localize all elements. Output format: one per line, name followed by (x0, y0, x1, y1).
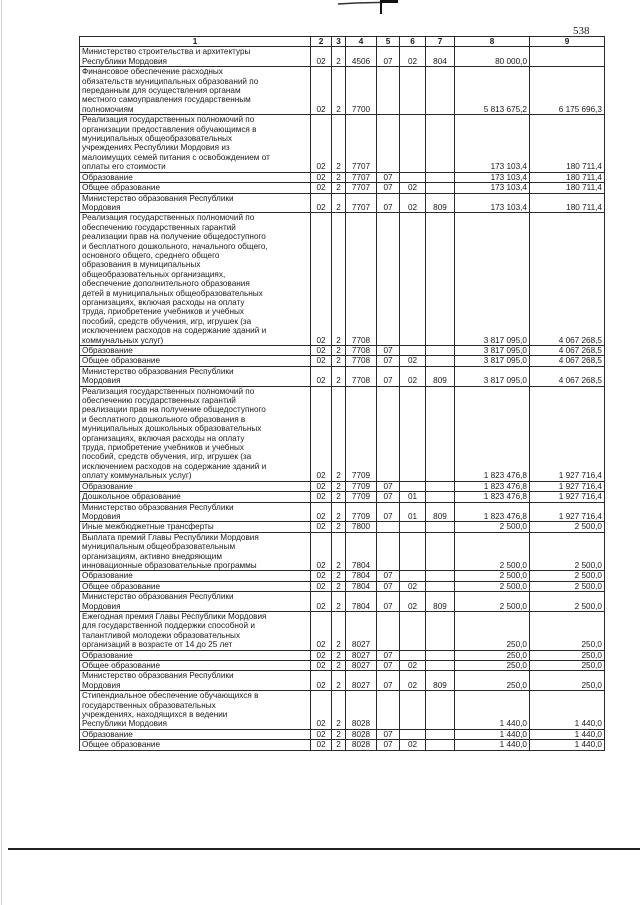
code-cell: 2 (332, 492, 346, 502)
code-cell (377, 691, 400, 730)
code-cell: 07 (377, 172, 400, 182)
row-name-cell: Дошкольное образование (80, 492, 311, 502)
amount-cell: 3 817 095,0 (455, 366, 530, 386)
amount-cell: 250,0 (455, 661, 530, 671)
amount-cell: 250,0 (455, 671, 530, 691)
code-cell (426, 650, 455, 660)
code-cell: 02 (311, 366, 332, 386)
code-cell: 02 (311, 522, 332, 532)
table-row (80, 386, 605, 481)
code-cell: 2 (332, 366, 346, 386)
code-cell: 02 (400, 581, 426, 591)
code-cell: 2 (332, 346, 346, 356)
code-cell: 2 (332, 213, 346, 346)
code-cell: 02 (311, 356, 332, 366)
row-name-cell: Общее образование (80, 740, 311, 750)
code-cell (400, 611, 426, 650)
code-cell (377, 213, 400, 346)
code-cell: 02 (311, 67, 332, 115)
row-name-cell: Финансовое обеспечение расходных обязательств муниципальных образований по переданным для осуществления органам местного самоуправления государственным полномочиям (80, 67, 311, 115)
amount-cell: 4 067 268,5 (530, 356, 605, 366)
code-cell: 02 (311, 346, 332, 356)
code-cell: 07 (377, 183, 400, 193)
amount-cell: 2 500,0 (530, 581, 605, 591)
code-cell: 02 (400, 671, 426, 691)
row-name-cell: Министерство образования Республики Мордовия (80, 366, 311, 386)
code-cell: 7708 (346, 213, 377, 346)
code-cell: 8027 (346, 611, 377, 650)
table-row (80, 183, 605, 193)
amount-cell: 180 711,4 (530, 193, 605, 213)
code-cell: 7804 (346, 581, 377, 591)
amount-cell: 3 817 095,0 (455, 213, 530, 346)
code-cell (426, 115, 455, 172)
page-number: 538 (573, 25, 590, 37)
row-name-cell: Реализация государственных полномочий по обеспечению государственных гарантий реализации прав на получение общедоступного и бесплатного дошкольного, начального общего, основного общего, среднего общего образования в муниципальных общеобразовательных организациях, обеспечение дополнительного образования детей в муниципальных общеобразовательных организациях, включая расходы на оплату труда, приобретение учебников и учебных пособий, средств обучения, игр, игрушек (за исключением расходов на содержание зданий и коммунальных услуг) (80, 213, 311, 346)
row-name-cell: Общее образование (80, 356, 311, 366)
code-cell: 02 (311, 571, 332, 581)
code-cell: 7707 (346, 193, 377, 213)
code-cell: 2 (332, 386, 346, 481)
code-cell: 7708 (346, 346, 377, 356)
code-cell: 07 (377, 346, 400, 356)
code-cell: 8027 (346, 650, 377, 660)
code-cell: 07 (377, 592, 400, 612)
amount-cell: 173 103,4 (455, 183, 530, 193)
code-cell (377, 115, 400, 172)
amount-cell: 3 817 095,0 (455, 356, 530, 366)
code-cell: 2 (332, 193, 346, 213)
amount-cell: 2 500,0 (455, 532, 530, 571)
code-cell: 2 (332, 522, 346, 532)
header-cell: 7 (426, 37, 455, 47)
code-cell (426, 532, 455, 571)
code-cell (426, 691, 455, 730)
code-cell: 8028 (346, 740, 377, 750)
amount-cell: 1 927 716,4 (530, 386, 605, 481)
code-cell (377, 532, 400, 571)
code-cell (400, 386, 426, 481)
table-row (80, 492, 605, 502)
table-row (80, 740, 605, 750)
code-cell: 02 (400, 183, 426, 193)
amount-cell: 2 500,0 (530, 522, 605, 532)
code-cell: 02 (311, 172, 332, 182)
code-cell: 804 (426, 47, 455, 67)
row-name-cell: Образование (80, 571, 311, 581)
code-cell: 02 (311, 213, 332, 346)
row-name-cell: Общее образование (80, 183, 311, 193)
amount-cell: 1 440,0 (455, 691, 530, 730)
code-cell: 2 (332, 172, 346, 182)
code-cell: 7709 (346, 481, 377, 491)
code-cell: 02 (311, 740, 332, 750)
code-cell: 02 (311, 386, 332, 481)
code-cell: 2 (332, 581, 346, 591)
table-row (80, 650, 605, 660)
row-name-cell: Общее образование (80, 581, 311, 591)
amount-cell: 250,0 (530, 671, 605, 691)
code-cell: 07 (377, 47, 400, 67)
amount-cell: 2 500,0 (530, 592, 605, 612)
amount-cell: 2 500,0 (530, 571, 605, 581)
code-cell (426, 522, 455, 532)
row-name-cell: Образование (80, 729, 311, 739)
amount-cell: 250,0 (455, 650, 530, 660)
row-name-cell: Министерство образования Республики Мордовия (80, 193, 311, 213)
code-cell (400, 213, 426, 346)
code-cell: 809 (426, 193, 455, 213)
code-cell: 07 (377, 671, 400, 691)
code-cell: 02 (311, 650, 332, 660)
amount-cell (530, 47, 605, 67)
amount-cell: 1 927 716,4 (530, 481, 605, 491)
code-cell (426, 611, 455, 650)
code-cell: 07 (377, 193, 400, 213)
code-cell: 01 (400, 492, 426, 502)
amount-cell: 250,0 (530, 650, 605, 660)
code-cell: 07 (377, 581, 400, 591)
table-header-row (80, 37, 605, 47)
table-row (80, 346, 605, 356)
amount-cell: 180 711,4 (530, 172, 605, 182)
code-cell: 02 (311, 183, 332, 193)
table-row (80, 366, 605, 386)
code-cell: 7709 (346, 502, 377, 522)
code-cell (426, 729, 455, 739)
code-cell: 07 (377, 571, 400, 581)
row-name-cell: Выплата премий Главы Республики Мордовия муниципальным общеобразовательным организациям, активно внедряющим инновационные образовательные программы (80, 532, 311, 571)
code-cell: 809 (426, 592, 455, 612)
code-cell (400, 115, 426, 172)
code-cell: 02 (400, 740, 426, 750)
table-row (80, 661, 605, 671)
row-name-cell: Министерство строительства и архитектуры Республики Мордовия (80, 47, 311, 67)
amount-cell: 1 927 716,4 (530, 492, 605, 502)
code-cell: 2 (332, 67, 346, 115)
amount-cell: 6 175 696,3 (530, 67, 605, 115)
code-cell: 02 (311, 502, 332, 522)
code-cell: 8028 (346, 691, 377, 730)
code-cell: 02 (311, 481, 332, 491)
code-cell: 07 (377, 356, 400, 366)
scan-edge (1, 0, 2, 905)
code-cell (400, 172, 426, 182)
code-cell: 01 (400, 502, 426, 522)
code-cell (400, 532, 426, 571)
table-row (80, 356, 605, 366)
code-cell: 02 (311, 729, 332, 739)
code-cell (377, 611, 400, 650)
code-cell: 2 (332, 532, 346, 571)
amount-cell: 2 500,0 (455, 592, 530, 612)
code-cell (377, 522, 400, 532)
table-row (80, 611, 605, 650)
amount-cell: 1 440,0 (530, 740, 605, 750)
code-cell: 2 (332, 729, 346, 739)
code-cell: 02 (311, 115, 332, 172)
amount-cell: 180 711,4 (530, 183, 605, 193)
code-cell: 8027 (346, 671, 377, 691)
amount-cell: 250,0 (530, 661, 605, 671)
amount-cell: 2 500,0 (455, 581, 530, 591)
code-cell (400, 481, 426, 491)
code-cell: 7709 (346, 386, 377, 481)
table-row (80, 522, 605, 532)
header-cell: 1 (80, 37, 311, 47)
code-cell: 02 (400, 661, 426, 671)
code-cell: 02 (400, 193, 426, 213)
code-cell: 2 (332, 481, 346, 491)
row-name-cell: Министерство образования Республики Мордовия (80, 502, 311, 522)
row-name-cell: Образование (80, 650, 311, 660)
table-body (80, 47, 605, 750)
table-row (80, 193, 605, 213)
code-cell (400, 729, 426, 739)
header-cell: 2 (311, 37, 332, 47)
code-cell: 2 (332, 661, 346, 671)
code-cell (426, 67, 455, 115)
code-cell (426, 481, 455, 491)
code-cell (400, 67, 426, 115)
code-cell: 2 (332, 502, 346, 522)
amount-cell: 1 823 476,8 (455, 386, 530, 481)
code-cell (377, 386, 400, 481)
row-name-cell: Реализация государственных полномочий по обеспечению государственных гарантий реализации прав на получение общедоступного и бесплатного дошкольного образования в муниципальных дошкольных образовательных организациях, включая расходы на оплату труда, приобретение учебников и учебных пособий, средств обучения, игр, игрушек (за исключением расходов на содержание зданий и оплату коммунальных услуг) (80, 386, 311, 481)
code-cell (377, 67, 400, 115)
table-row (80, 172, 605, 182)
code-cell: 7707 (346, 172, 377, 182)
code-cell (400, 691, 426, 730)
table-row (80, 671, 605, 691)
amount-cell: 1 823 476,8 (455, 481, 530, 491)
code-cell: 8027 (346, 661, 377, 671)
code-cell: 02 (311, 193, 332, 213)
code-cell: 07 (377, 729, 400, 739)
code-cell: 07 (377, 366, 400, 386)
code-cell: 02 (311, 532, 332, 571)
row-name-cell: Реализация государственных полномочий по организации предоставления обучающимся в муниципальных общеобразовательных учреждениях Республики Мордовия из малоимущих семей питания с освобождением от оплаты его стоимости (80, 115, 311, 172)
code-cell (426, 183, 455, 193)
code-cell (426, 172, 455, 182)
code-cell (426, 661, 455, 671)
code-cell: 02 (311, 691, 332, 730)
row-name-cell: Ежегодная премия Главы Республики Мордовия для государственной поддержки способной и талантливой молодежи образовательных организаций в возрасте от 14 до 25 лет (80, 611, 311, 650)
amount-cell: 1 440,0 (530, 691, 605, 730)
code-cell: 02 (400, 47, 426, 67)
code-cell (400, 346, 426, 356)
amount-cell: 2 500,0 (455, 522, 530, 532)
code-cell: 02 (311, 671, 332, 691)
row-name-cell: Образование (80, 481, 311, 491)
footer-rule (8, 848, 640, 850)
row-name-cell: Министерство образования Республики Мордовия (80, 671, 311, 691)
header-cell: 6 (400, 37, 426, 47)
code-cell: 02 (400, 366, 426, 386)
code-cell: 8028 (346, 729, 377, 739)
amount-cell: 1 823 476,8 (455, 502, 530, 522)
code-cell: 7804 (346, 592, 377, 612)
table-row (80, 67, 605, 115)
code-cell (426, 346, 455, 356)
code-cell: 809 (426, 366, 455, 386)
code-cell: 02 (400, 356, 426, 366)
header-cell: 3 (332, 37, 346, 47)
row-name-cell: Иные межбюджетные трансферты (80, 522, 311, 532)
code-cell: 07 (377, 502, 400, 522)
code-cell: 02 (311, 47, 332, 67)
amount-cell: 4 067 268,5 (530, 346, 605, 356)
code-cell (400, 650, 426, 660)
table-row (80, 115, 605, 172)
code-cell: 2 (332, 691, 346, 730)
amount-cell: 173 103,4 (455, 193, 530, 213)
table-row (80, 502, 605, 522)
amount-cell: 2 500,0 (530, 532, 605, 571)
code-cell: 4506 (346, 47, 377, 67)
row-name-cell: Образование (80, 172, 311, 182)
amount-cell: 5 813 675,2 (455, 67, 530, 115)
table-row (80, 532, 605, 571)
code-cell: 02 (311, 492, 332, 502)
code-cell: 2 (332, 611, 346, 650)
table-row (80, 571, 605, 581)
budget-table (79, 36, 605, 751)
table-row (80, 213, 605, 346)
amount-cell: 250,0 (455, 611, 530, 650)
amount-cell: 173 103,4 (455, 172, 530, 182)
header-cell: 8 (455, 37, 530, 47)
code-cell (426, 492, 455, 502)
code-cell: 809 (426, 671, 455, 691)
table-row (80, 729, 605, 739)
amount-cell: 1 440,0 (455, 740, 530, 750)
code-cell: 7804 (346, 571, 377, 581)
code-cell: 2 (332, 183, 346, 193)
row-name-cell: Стипендиальное обеспечение обучающихся в государственных образовательных учреждениях, находящихся в ведении Республики Мордовия (80, 691, 311, 730)
code-cell: 7709 (346, 492, 377, 502)
table-row (80, 481, 605, 491)
amount-cell: 1 927 716,4 (530, 502, 605, 522)
code-cell: 2 (332, 47, 346, 67)
code-cell: 7804 (346, 532, 377, 571)
table-row (80, 691, 605, 730)
code-cell: 02 (311, 581, 332, 591)
code-cell (426, 571, 455, 581)
amount-cell: 1 440,0 (455, 729, 530, 739)
table-row (80, 581, 605, 591)
code-cell (426, 386, 455, 481)
amount-cell: 2 500,0 (455, 571, 530, 581)
code-cell: 809 (426, 502, 455, 522)
code-cell: 7707 (346, 115, 377, 172)
amount-cell: 3 817 095,0 (455, 346, 530, 356)
amount-cell: 1 823 476,8 (455, 492, 530, 502)
table-row (80, 47, 605, 67)
code-cell: 07 (377, 492, 400, 502)
code-cell: 7708 (346, 366, 377, 386)
amount-cell: 4 067 268,5 (530, 366, 605, 386)
code-cell: 2 (332, 740, 346, 750)
header-cell: 9 (530, 37, 605, 47)
header-cell: 5 (377, 37, 400, 47)
code-cell: 2 (332, 356, 346, 366)
amount-cell: 1 440,0 (530, 729, 605, 739)
header-cell: 4 (346, 37, 377, 47)
code-cell (426, 740, 455, 750)
amount-cell: 173 103,4 (455, 115, 530, 172)
code-cell (400, 522, 426, 532)
code-cell: 7707 (346, 183, 377, 193)
code-cell: 02 (311, 661, 332, 671)
code-cell: 07 (377, 740, 400, 750)
code-cell: 2 (332, 671, 346, 691)
code-cell: 07 (377, 650, 400, 660)
code-cell: 2 (332, 592, 346, 612)
code-cell (426, 213, 455, 346)
code-cell: 7708 (346, 356, 377, 366)
code-cell: 07 (377, 481, 400, 491)
code-cell: 7800 (346, 522, 377, 532)
code-cell: 2 (332, 571, 346, 581)
row-name-cell: Образование (80, 346, 311, 356)
amount-cell: 180 711,4 (530, 115, 605, 172)
code-cell: 07 (377, 661, 400, 671)
code-cell (426, 581, 455, 591)
code-cell (400, 571, 426, 581)
amount-cell: 4 067 268,5 (530, 213, 605, 346)
amount-cell: 80 000,0 (455, 47, 530, 67)
code-cell: 2 (332, 115, 346, 172)
row-name-cell: Общее образование (80, 661, 311, 671)
row-name-cell: Министерство образования Республики Мордовия (80, 592, 311, 612)
code-cell (426, 356, 455, 366)
scan-mark-icon (336, 0, 398, 14)
code-cell: 2 (332, 650, 346, 660)
table-row (80, 592, 605, 612)
code-cell: 02 (311, 611, 332, 650)
amount-cell: 250,0 (530, 611, 605, 650)
code-cell: 02 (311, 592, 332, 612)
code-cell: 7700 (346, 67, 377, 115)
code-cell: 02 (400, 592, 426, 612)
